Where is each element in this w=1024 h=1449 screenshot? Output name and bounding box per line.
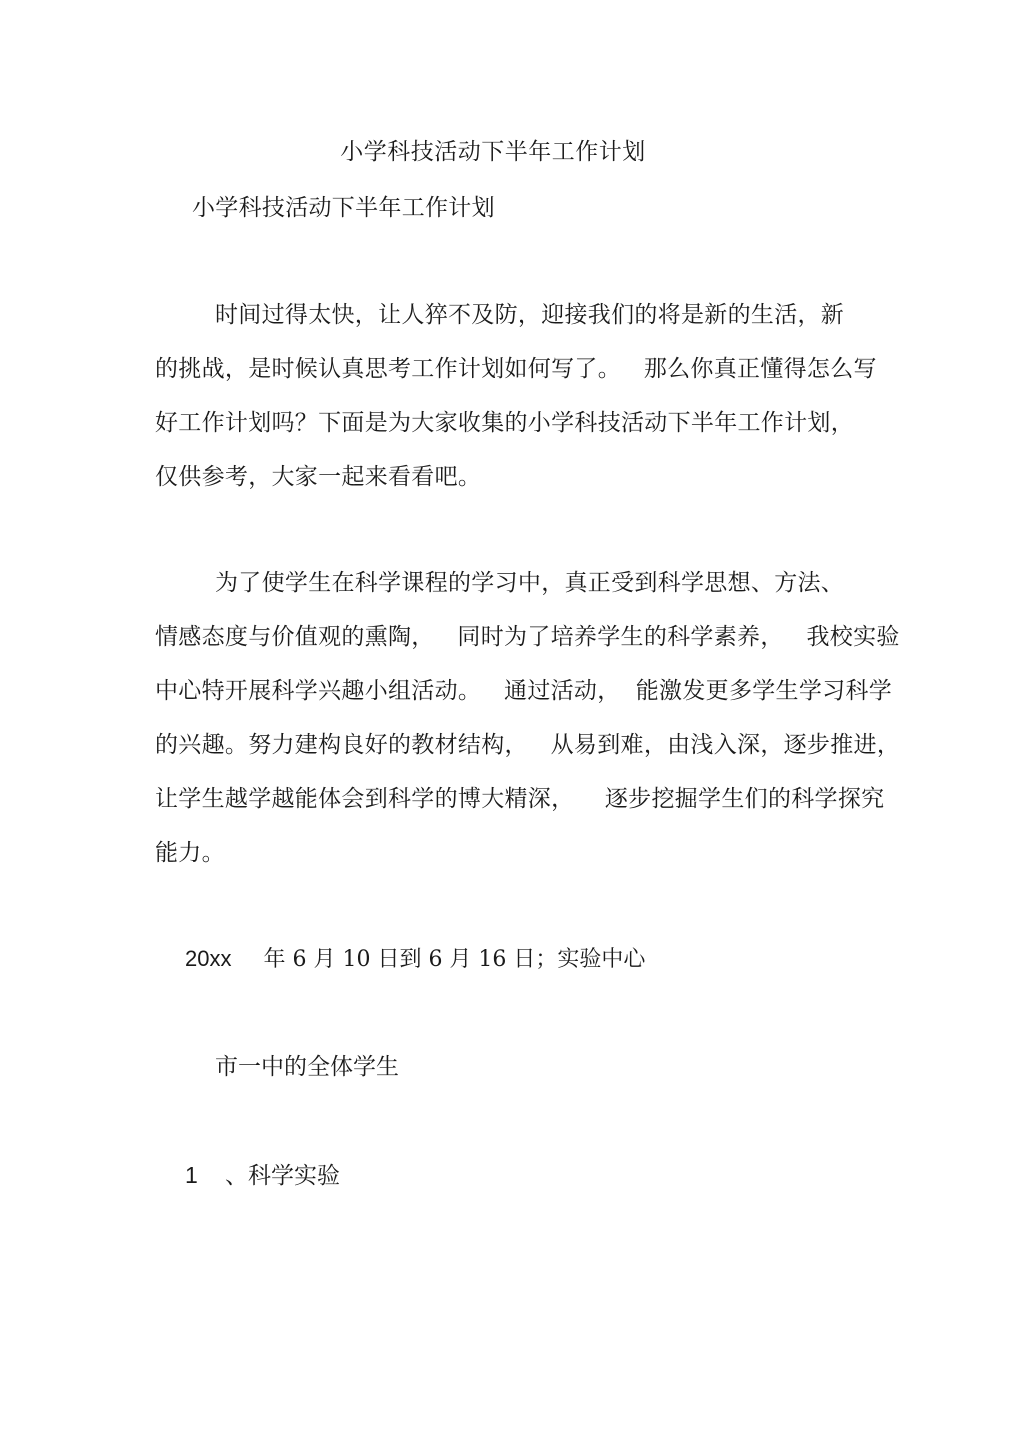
paragraph-line: 好工作计划吗？下面是为大家收集的小学科技活动下半年工作计划， — [155, 410, 854, 436]
paragraph-line: 能力。 — [155, 840, 225, 866]
item-label: 、科学实验 — [225, 1163, 340, 1189]
year-text: 20xx — [185, 946, 232, 971]
intro-paragraph — [155, 288, 877, 504]
paragraph-line: 中心特开展科学兴趣小组活动。 通过活动， 能激发更多学生学习科学 — [155, 678, 893, 704]
participants-line: 市一中的全体学生 — [215, 1054, 399, 1080]
paragraph-line: 的挑战，是时候认真思考工作计划如何写了。 那么你真正懂得怎么写 — [155, 356, 877, 382]
item-number: 1 — [185, 1162, 198, 1188]
list-item — [185, 1158, 340, 1193]
document-subtitle: 小学科技活动下半年工作计划 — [192, 195, 495, 221]
purpose-paragraph — [155, 556, 900, 880]
paragraph-line: 为了使学生在科学课程的学习中，真正受到科学思想、方法、 — [215, 570, 845, 596]
paragraph-line: 让学生越学越能体会到科学的博大精深， 逐步挖掘学生们的科学探究 — [155, 786, 885, 812]
paragraph-line: 情感态度与价值观的熏陶， 同时为了培养学生的科学素养， 我校实验 — [155, 624, 900, 650]
paragraph-line: 的兴趣。努力建构良好的教材结构， 从易到难，由浅入深，逐步推进， — [155, 732, 901, 758]
activity-time-line — [185, 942, 645, 977]
paragraph-line: 仅供参考，大家一起来看看吧。 — [155, 464, 482, 490]
date-range-text: 年 6 月 10 日到 6 月 16 日；实验中心 — [263, 947, 646, 972]
paragraph-line: 时间过得太快，让人猝不及防，迎接我们的将是新的生活，新 — [215, 302, 845, 328]
document-title: 小学科技活动下半年工作计划 — [340, 139, 646, 165]
